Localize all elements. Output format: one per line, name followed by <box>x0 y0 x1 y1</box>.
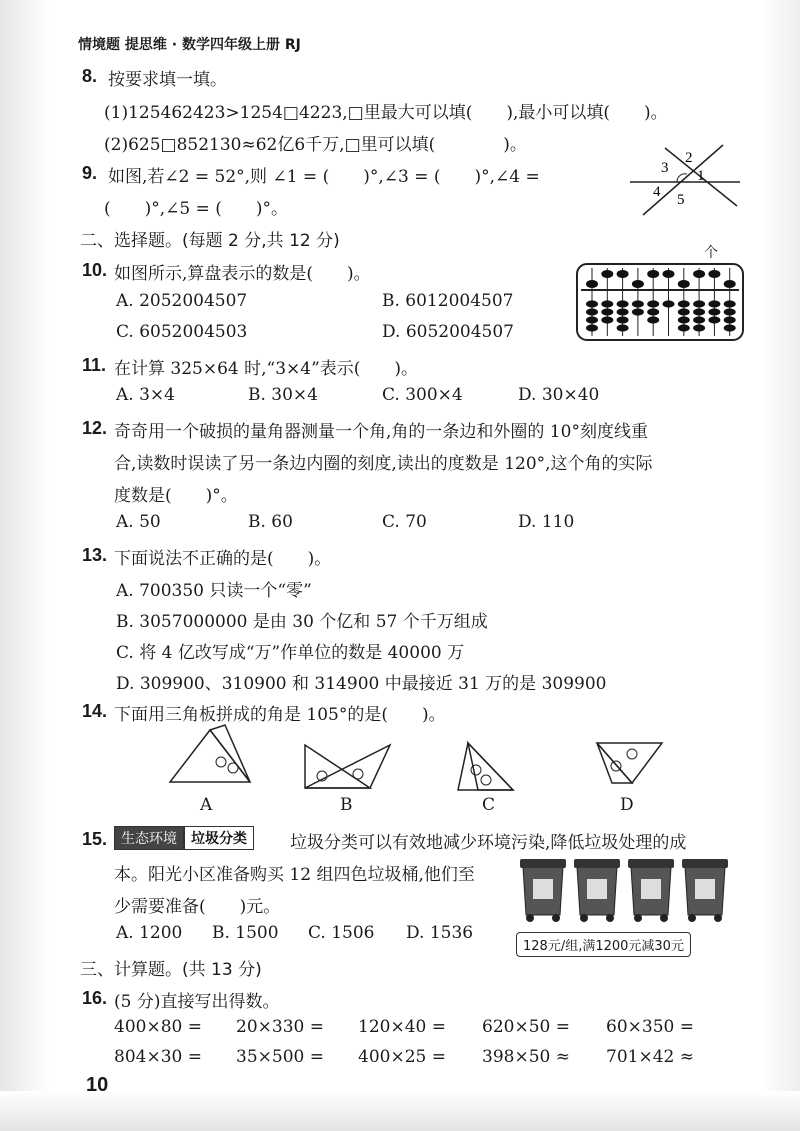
set-a-triangle-2 <box>210 725 250 782</box>
page-number: 10 <box>86 1074 109 1096</box>
abacus-lower-bead <box>617 308 629 315</box>
q15-option-c: C. 1506 <box>308 923 375 943</box>
q16-number: 16. <box>82 988 108 1008</box>
q8-part1: (1)125462423>1254□4223,□里最大可以填( ),最小可以填( )。 <box>104 103 668 123</box>
set-b-triangle-1 <box>305 745 370 788</box>
q14-number: 14. <box>82 701 108 721</box>
trash-bin-symbol <box>587 879 607 899</box>
abacus-upper-bead <box>693 270 705 278</box>
abacus-lower-bead <box>678 300 690 307</box>
abacus-upper-bead <box>678 280 690 288</box>
q15-number: 15. <box>82 829 108 849</box>
trash-bin-lid <box>574 859 620 868</box>
abacus-lower-bead <box>632 300 644 307</box>
abacus-lower-bead <box>693 308 705 315</box>
abacus-lower-bead <box>632 308 644 315</box>
trash-bin-lid <box>682 859 728 868</box>
set-a-hole-1 <box>216 757 226 767</box>
abacus-lower-bead <box>617 324 629 331</box>
calc-item: 701×42 ≈ <box>606 1047 694 1067</box>
trash-bin-wheel <box>688 914 696 922</box>
abacus-lower-bead <box>708 316 720 323</box>
abacus-ones-label: 个 <box>704 245 718 261</box>
abacus-lower-bead <box>678 316 690 323</box>
q15-line1: 垃圾分类可以有效地减少环境污染,降低垃圾处理的成 <box>290 833 687 853</box>
calc-item: 400×25 = <box>358 1047 446 1067</box>
abacus-upper-bead <box>617 270 629 278</box>
abacus-lower-bead <box>601 300 613 307</box>
q10-option-c: C. 6052004503 <box>116 322 248 342</box>
triangle-set-b <box>300 740 395 795</box>
abacus-upper-bead <box>601 270 613 278</box>
q14-stem: 下面用三角板拼成的角是 105°的是( )。 <box>114 705 446 725</box>
calc-item: 804×30 = <box>114 1047 202 1067</box>
option-b-label: B <box>340 795 353 815</box>
q10-stem: 如图所示,算盘表示的数是( )。 <box>114 264 371 284</box>
q8-number: 8. <box>82 66 98 86</box>
label-4: 4 <box>653 184 661 200</box>
page-header: 情境题 提思维 · 数学四年级上册 RJ <box>78 37 301 53</box>
abacus-upper-bead <box>708 270 720 278</box>
abacus-lower-bead <box>678 324 690 331</box>
q13-stem: 下面说法不正确的是( )。 <box>114 549 332 569</box>
calc-item: 60×350 = <box>606 1017 694 1037</box>
trash-bins <box>520 859 728 922</box>
q15-option-a: A. 1200 <box>116 923 183 943</box>
set-d-hole-2 <box>627 749 637 759</box>
trash-bin-wheel <box>606 914 614 922</box>
tag-garbage-sorting: 垃圾分类 <box>184 826 254 850</box>
abacus-lower-bead <box>708 308 720 315</box>
trash-bin-symbol <box>533 879 553 899</box>
calc-item: 620×50 = <box>482 1017 570 1037</box>
q9-angle-figure <box>625 140 745 220</box>
abacus-lower-bead <box>586 316 598 323</box>
abacus-lower-bead <box>586 324 598 331</box>
q9-line1: 如图,若∠2 = 52°,则 ∠1 = ( )°,∠3 = ( )°,∠4 = <box>108 167 540 187</box>
trash-bin-wheel <box>526 914 534 922</box>
calc-item: 398×50 ≈ <box>482 1047 570 1067</box>
abacus-upper-bead <box>663 270 675 278</box>
abacus-lower-bead <box>693 324 705 331</box>
q12-line2: 合,读数时误读了另一条边内圈的刻度,读出的度数是 120°,这个角的实际 <box>114 454 653 474</box>
abacus-upper-bead <box>586 280 598 288</box>
page-shadow-left <box>0 0 50 1131</box>
q15-line3: 少需要准备( )元。 <box>114 897 281 917</box>
abacus-lower-bead <box>724 300 736 307</box>
trash-bin-wheel <box>634 914 642 922</box>
q8-stem: 按要求填一填。 <box>108 70 227 90</box>
q13-option-a: A. 700350 只读一个“零” <box>116 581 312 601</box>
trash-bin-wheel <box>660 914 668 922</box>
label-3: 3 <box>661 160 669 176</box>
abacus-lower-bead <box>647 300 659 307</box>
abacus-lower-bead <box>724 308 736 315</box>
set-c-hole-2 <box>481 775 491 785</box>
trash-bin-wheel <box>552 914 560 922</box>
q13-option-d: D. 309900、310900 和 314900 中最接近 31 万的是 309900 <box>116 674 607 694</box>
calc-item: 20×330 = <box>236 1017 324 1037</box>
abacus-lower-bead <box>647 308 659 315</box>
q11-option-b: B. 30×4 <box>248 385 318 405</box>
q11-option-c: C. 300×4 <box>382 385 463 405</box>
set-d-triangle-2 <box>597 743 632 783</box>
abacus-upper-bead <box>632 280 644 288</box>
abacus-lower-bead <box>708 300 720 307</box>
set-b-triangle-2 <box>305 745 390 788</box>
calc-item: 35×500 = <box>236 1047 324 1067</box>
price-label: 128元/组,满1200元减30元 <box>516 932 691 957</box>
set-c-hole-1 <box>471 765 481 775</box>
trash-bin-symbol <box>641 879 661 899</box>
abacus-lower-bead <box>586 308 598 315</box>
abacus-figure <box>575 262 745 342</box>
q16-stem: (5 分)直接写出得数。 <box>114 992 280 1012</box>
abacus-lower-bead <box>724 324 736 331</box>
q15-option-d: D. 1536 <box>406 923 474 943</box>
abacus-lower-bead <box>647 316 659 323</box>
trash-bin-wheel <box>580 914 588 922</box>
q9-number: 9. <box>82 163 98 183</box>
abacus-upper-bead <box>724 280 736 288</box>
tag-ecology: 生态环境 <box>114 826 184 850</box>
abacus-lower-bead <box>617 316 629 323</box>
trash-bin-wheel <box>714 914 722 922</box>
triangle-set-a <box>165 720 255 790</box>
option-d-label: D <box>620 795 634 815</box>
q13-option-c: C. 将 4 亿改写成“万”作单位的数是 40000 万 <box>116 643 465 663</box>
q11-option-a: A. 3×4 <box>116 385 175 405</box>
q10-option-a: A. 2052004507 <box>116 291 248 311</box>
set-b-hole-2 <box>353 769 363 779</box>
trash-bin-lid <box>520 859 566 868</box>
abacus-lower-bead <box>601 308 613 315</box>
q15-tags <box>114 826 254 850</box>
q8-part2: (2)625□852130≈62亿6千万,□里可以填( )。 <box>104 135 527 155</box>
page-shadow-right <box>760 0 800 1131</box>
abacus-lower-bead <box>617 300 629 307</box>
abacus-lower-bead <box>586 300 598 307</box>
label-5: 5 <box>677 192 685 208</box>
label-1: 1 <box>697 168 705 184</box>
option-c-label: C <box>482 795 496 815</box>
label-2: 2 <box>685 150 693 166</box>
page-shadow-bottom <box>0 1091 800 1131</box>
abacus-rods <box>586 268 736 336</box>
abacus-lower-bead <box>693 316 705 323</box>
calc-item: 120×40 = <box>358 1017 446 1037</box>
calc-item: 400×80 = <box>114 1017 202 1037</box>
q10-option-b: B. 6012004507 <box>382 291 514 311</box>
abacus-lower-bead <box>601 316 613 323</box>
q12-option-b: B. 60 <box>248 512 293 532</box>
q11-option-d: D. 30×40 <box>518 385 600 405</box>
abacus-lower-bead <box>693 300 705 307</box>
q11-stem: 在计算 325×64 时,“3×4”表示( )。 <box>114 359 419 379</box>
set-c-triangle-1 <box>458 743 513 790</box>
q13-option-b: B. 3057000000 是由 30 个亿和 57 个千万组成 <box>116 612 488 632</box>
q13-number: 13. <box>82 545 108 565</box>
abacus-upper-bead <box>647 270 659 278</box>
q11-number: 11. <box>82 355 107 375</box>
set-a-hole-2 <box>228 763 238 773</box>
abacus-lower-bead <box>724 316 736 323</box>
q9-line2: ( )°,∠5 = ( )°。 <box>104 199 289 219</box>
q10-option-d: D. 6052004507 <box>382 322 514 342</box>
q12-line1: 奇奇用一个破损的量角器测量一个角,角的一条边和外圈的 10°刻度线重 <box>114 422 648 442</box>
q12-option-c: C. 70 <box>382 512 427 532</box>
set-d-triangle-1 <box>597 743 662 783</box>
trash-bin-lid <box>628 859 674 868</box>
q12-line3: 度数是( )°。 <box>114 486 238 506</box>
triangle-set-d <box>592 738 667 788</box>
trash-bin-symbol <box>695 879 715 899</box>
section-3-title: 三、计算题。(共 13 分) <box>80 960 262 980</box>
q10-number: 10. <box>82 260 108 280</box>
q15-line2: 本。阳光小区准备购买 12 组四色垃圾桶,他们至 <box>114 865 475 885</box>
trash-bins-figure <box>515 855 730 925</box>
set-d-hole-1 <box>611 761 621 771</box>
q12-option-d: D. 110 <box>518 512 575 532</box>
abacus-lower-bead <box>663 300 675 307</box>
section-2-title: 二、选择题。(每题 2 分,共 12 分) <box>80 231 340 251</box>
q12-number: 12. <box>82 418 108 438</box>
q15-option-b: B. 1500 <box>212 923 279 943</box>
q12-option-a: A. 50 <box>116 512 161 532</box>
option-a-label: A <box>200 795 213 815</box>
triangle-set-c <box>448 738 523 796</box>
abacus-lower-bead <box>678 308 690 315</box>
